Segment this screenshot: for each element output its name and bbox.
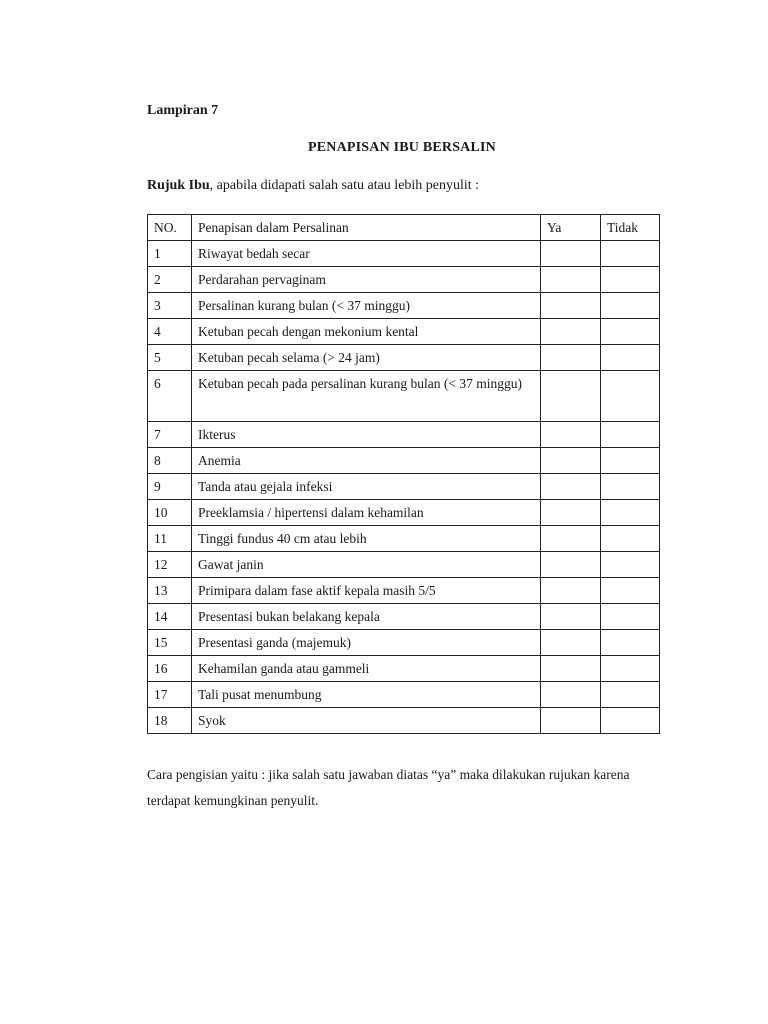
- row-number: 17: [148, 682, 192, 708]
- row-item: Presentasi bukan belakang kepala: [192, 604, 541, 630]
- row-ya-cell: [541, 708, 601, 734]
- row-item: Ketuban pecah dengan mekonium kental: [192, 319, 541, 345]
- table-row: [148, 448, 660, 474]
- row-item: Ikterus: [192, 422, 541, 448]
- row-ya-cell: [541, 345, 601, 371]
- row-item: Gawat janin: [192, 552, 541, 578]
- row-tidak-cell: [601, 500, 660, 526]
- table-row: [148, 578, 660, 604]
- row-number: 9: [148, 474, 192, 500]
- intro-rest: , apabila didapati salah satu atau lebih penyulit :: [209, 178, 480, 193]
- row-item: Riwayat bedah secar: [192, 241, 541, 267]
- row-item: Tali pusat menumbung: [192, 682, 541, 708]
- row-number: 13: [148, 578, 192, 604]
- row-number: 8: [148, 448, 192, 474]
- row-tidak-cell: [601, 241, 660, 267]
- table-row: [148, 526, 660, 552]
- row-number: 1: [148, 241, 192, 267]
- row-ya-cell: [541, 267, 601, 293]
- row-item: Tanda atau gejala infeksi: [192, 474, 541, 500]
- row-ya-cell: [541, 630, 601, 656]
- row-tidak-cell: [601, 448, 660, 474]
- row-ya-cell: [541, 319, 601, 345]
- row-item: Primipara dalam fase aktif kepala masih 5/5: [192, 578, 541, 604]
- table-row: [148, 241, 660, 267]
- table-row: [148, 656, 660, 682]
- row-tidak-cell: [601, 345, 660, 371]
- row-tidak-cell: [601, 474, 660, 500]
- row-number: 16: [148, 656, 192, 682]
- row-number: 14: [148, 604, 192, 630]
- row-item: Syok: [192, 708, 541, 734]
- table-row: [148, 708, 660, 734]
- row-tidak-cell: [601, 293, 660, 319]
- header-no: NO.: [148, 215, 192, 241]
- table-row: [148, 371, 660, 422]
- row-tidak-cell: [601, 578, 660, 604]
- table-row: [148, 604, 660, 630]
- table-row: [148, 345, 660, 371]
- row-number: 6: [148, 371, 192, 422]
- row-tidak-cell: [601, 708, 660, 734]
- row-item: Persalinan kurang bulan (< 37 minggu): [192, 293, 541, 319]
- screening-table-body: [148, 215, 660, 734]
- row-number: 15: [148, 630, 192, 656]
- row-number: 4: [148, 319, 192, 345]
- row-number: 10: [148, 500, 192, 526]
- row-ya-cell: [541, 500, 601, 526]
- row-ya-cell: [541, 448, 601, 474]
- row-ya-cell: [541, 682, 601, 708]
- row-tidak-cell: [601, 422, 660, 448]
- row-ya-cell: [541, 526, 601, 552]
- table-row: [148, 267, 660, 293]
- table-row: [148, 500, 660, 526]
- row-item: Kehamilan ganda atau gammeli: [192, 656, 541, 682]
- row-number: 2: [148, 267, 192, 293]
- row-ya-cell: [541, 604, 601, 630]
- intro-bold: Rujuk Ibu: [147, 178, 210, 193]
- row-tidak-cell: [601, 267, 660, 293]
- row-number: 12: [148, 552, 192, 578]
- document-title: PENAPISAN IBU BERSALIN: [308, 140, 496, 155]
- row-tidak-cell: [601, 682, 660, 708]
- row-tidak-cell: [601, 371, 660, 422]
- table-header-row: [148, 215, 660, 241]
- row-tidak-cell: [601, 656, 660, 682]
- row-item: Tinggi fundus 40 cm atau lebih: [192, 526, 541, 552]
- row-ya-cell: [541, 422, 601, 448]
- row-number: 18: [148, 708, 192, 734]
- header-ya: Ya: [541, 215, 601, 241]
- intro-paragraph: [147, 178, 479, 194]
- row-tidak-cell: [601, 604, 660, 630]
- row-number: 11: [148, 526, 192, 552]
- row-number: 5: [148, 345, 192, 371]
- table-row: [148, 630, 660, 656]
- row-item: Presentasi ganda (majemuk): [192, 630, 541, 656]
- header-item: Penapisan dalam Persalinan: [192, 215, 541, 241]
- row-ya-cell: [541, 293, 601, 319]
- row-ya-cell: [541, 474, 601, 500]
- table-row: [148, 293, 660, 319]
- row-ya-cell: [541, 578, 601, 604]
- row-item: Preeklamsia / hipertensi dalam kehamilan: [192, 500, 541, 526]
- row-tidak-cell: [601, 319, 660, 345]
- row-ya-cell: [541, 371, 601, 422]
- row-number: 3: [148, 293, 192, 319]
- table-row: [148, 474, 660, 500]
- table-row: [148, 422, 660, 448]
- row-tidak-cell: [601, 526, 660, 552]
- row-item: Ketuban pecah pada persalinan kurang bulan (< 37 minggu): [192, 371, 541, 422]
- instructions-paragraph: Cara pengisian yaitu : jika salah satu jawaban diatas “ya” maka dilakukan rujukan karena terdapat kemungkinan penyulit.: [147, 767, 630, 808]
- row-item: Anemia: [192, 448, 541, 474]
- row-tidak-cell: [601, 630, 660, 656]
- row-item: Perdarahan pervaginam: [192, 267, 541, 293]
- row-tidak-cell: [601, 552, 660, 578]
- table-row: [148, 552, 660, 578]
- table-row: [148, 682, 660, 708]
- row-ya-cell: [541, 656, 601, 682]
- screening-table: [147, 214, 660, 734]
- row-number: 7: [148, 422, 192, 448]
- row-ya-cell: [541, 552, 601, 578]
- row-item: Ketuban pecah selama (> 24 jam): [192, 345, 541, 371]
- row-ya-cell: [541, 241, 601, 267]
- header-tidak: Tidak: [601, 215, 660, 241]
- table-row: [148, 319, 660, 345]
- appendix-heading: Lampiran 7: [147, 103, 219, 118]
